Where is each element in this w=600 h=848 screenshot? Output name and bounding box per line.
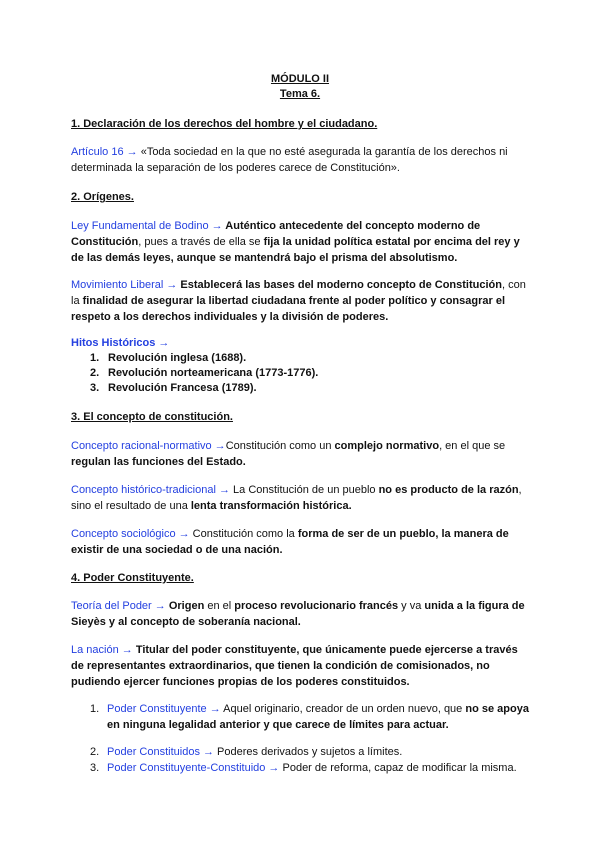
- s2-p1-bold-2: fija la unidad política estatal por encima del rey y de las demás leyes, aunque se mantendrá bajo el prisma del absolutismo.: [71, 236, 520, 264]
- term-bodino: Ley Fundamental de Bodino →: [71, 220, 223, 232]
- list-text: Revolución norteamericana (1773-1776).: [108, 367, 319, 379]
- s3-p3-text-1: Constitución como la: [189, 528, 298, 540]
- term-historico-tradicional: Concepto histórico-tradicional →: [71, 484, 230, 496]
- s3-paragraph-sociologico: [71, 526, 531, 558]
- term-articulo-16: Artículo 16 →: [71, 146, 138, 158]
- list-text: Aquel originario, creador de un orden nuevo, que: [220, 703, 466, 715]
- s2-p1-text-1: , pues a través de ella se: [138, 236, 264, 248]
- term-sociologico: Concepto sociológico →: [71, 528, 190, 540]
- s3-p1-text-1: Constitución como un: [225, 440, 335, 452]
- topic-title: Tema 6.: [279, 88, 321, 100]
- list-item: [90, 380, 530, 396]
- s3-paragraph-historico: [71, 482, 531, 514]
- s3-p3-bold-1: forma de ser de un pueblo, la manera de existir de una sociedad o de una nación.: [71, 528, 509, 556]
- s4-p1-bold-2: proceso revolucionario francés: [234, 600, 399, 612]
- section-2-heading: 2. Orígenes.: [71, 191, 134, 203]
- s3-p2-bold-2: lenta transformación histórica.: [190, 500, 352, 512]
- s3-p1-bold-1: complejo normativo: [334, 440, 440, 452]
- s3-p2-text-2: , sino el resultado de una: [71, 484, 522, 512]
- list-text: Poder de reforma, capaz de modificar la misma.: [279, 762, 517, 774]
- s3-p2-text-1: La Constitución de un pueblo: [229, 484, 379, 496]
- list-text: Revolución Francesa (1789).: [108, 382, 257, 394]
- section-4-heading: 4. Poder Constituyente.: [71, 572, 194, 584]
- list-number: 3.: [90, 762, 100, 774]
- s3-paragraph-racional: [71, 438, 531, 470]
- s4-p1-bold-3: unida a la figura de Sieyès y al concepto de soberanía nacional.: [71, 600, 525, 628]
- s2-p2-text-1: , con la: [71, 279, 526, 307]
- section-3-heading: 3. El concepto de constitución.: [71, 411, 233, 423]
- list-number: 3.: [90, 382, 100, 394]
- s4-p1-bold-1: Origen: [165, 600, 205, 612]
- term-teoria-del-poder: Teoría del Poder →: [71, 600, 166, 612]
- s2-p2-bold-2: finalidad de asegurar la libertad ciudadana frente al poder político y consagrar el respeto a los derechos individuales y la división de poderes.: [71, 295, 506, 323]
- hitos-label: [71, 335, 531, 351]
- list-item: [90, 365, 530, 381]
- list-item: [90, 350, 530, 366]
- module-title: MÓDULO II: [270, 73, 330, 85]
- list-number: 1.: [90, 352, 100, 364]
- s4-paragraph-nacion: [71, 642, 531, 690]
- s2-p1-bold-1: Auténtico antecedente del concepto moderno de Constitución: [71, 220, 481, 248]
- term-racional-normativo: Concepto racional-normativo →: [71, 440, 226, 452]
- s3-p2-bold-1: no es producto de la razón: [378, 484, 519, 496]
- s4-paragraph-teoria: [71, 598, 531, 630]
- list-number: 2.: [90, 746, 100, 758]
- term-poderes-constituidos: Poder Constituidos →: [107, 746, 214, 758]
- s3-p1-text-2: , en el que se: [439, 440, 506, 452]
- s2-paragraph-bodino: [71, 218, 531, 266]
- list-item: [90, 744, 530, 760]
- list-number: 1.: [90, 703, 100, 715]
- s2-paragraph-liberal: [71, 277, 531, 325]
- s1-p1-text: «Toda sociedad en la que no esté asegurada la garantía de los derechos ni determinada la separación de los poderes carece de Constitución».: [71, 146, 508, 174]
- s3-p1-bold-2: regulan las funciones del Estado.: [71, 456, 246, 468]
- term-constituyente-constituido: Poder Constituyente-Constituido →: [107, 762, 280, 774]
- term-hitos: Hitos Históricos →: [71, 337, 170, 349]
- list-text: Revolución inglesa (1688).: [108, 352, 247, 364]
- list-number: 2.: [90, 367, 100, 379]
- s2-p2-bold-1: Establecerá las bases del moderno concepto de Constitución: [177, 279, 502, 291]
- section-1-heading: 1. Declaración de los derechos del hombre y el ciudadano.: [71, 118, 378, 130]
- list-item: [90, 701, 530, 733]
- term-la-nacion: La nación →: [71, 644, 133, 656]
- term-movimiento-liberal: Movimiento Liberal →: [71, 279, 178, 291]
- s4-p2-bold-1: Titular del poder constituyente, que únicamente puede ejercerse a través de representantes extraordinarios, que tienen la condición de comisionados, no pudiendo ejercer funciones propias de los poderes constituidos.: [71, 644, 518, 688]
- list-bold-text: no se apoya en ninguna legalidad anterior y que carece de límites para actuar.: [107, 703, 529, 731]
- list-item: [90, 760, 530, 776]
- s1-paragraph-articulo-16: [71, 144, 531, 176]
- s4-p1-text-2: y va: [398, 600, 425, 612]
- term-poder-constituyente: Poder Constituyente →: [107, 703, 221, 715]
- s4-p1-text-1: en el: [204, 600, 235, 612]
- list-text: Poderes derivados y sujetos a límites.: [214, 746, 403, 758]
